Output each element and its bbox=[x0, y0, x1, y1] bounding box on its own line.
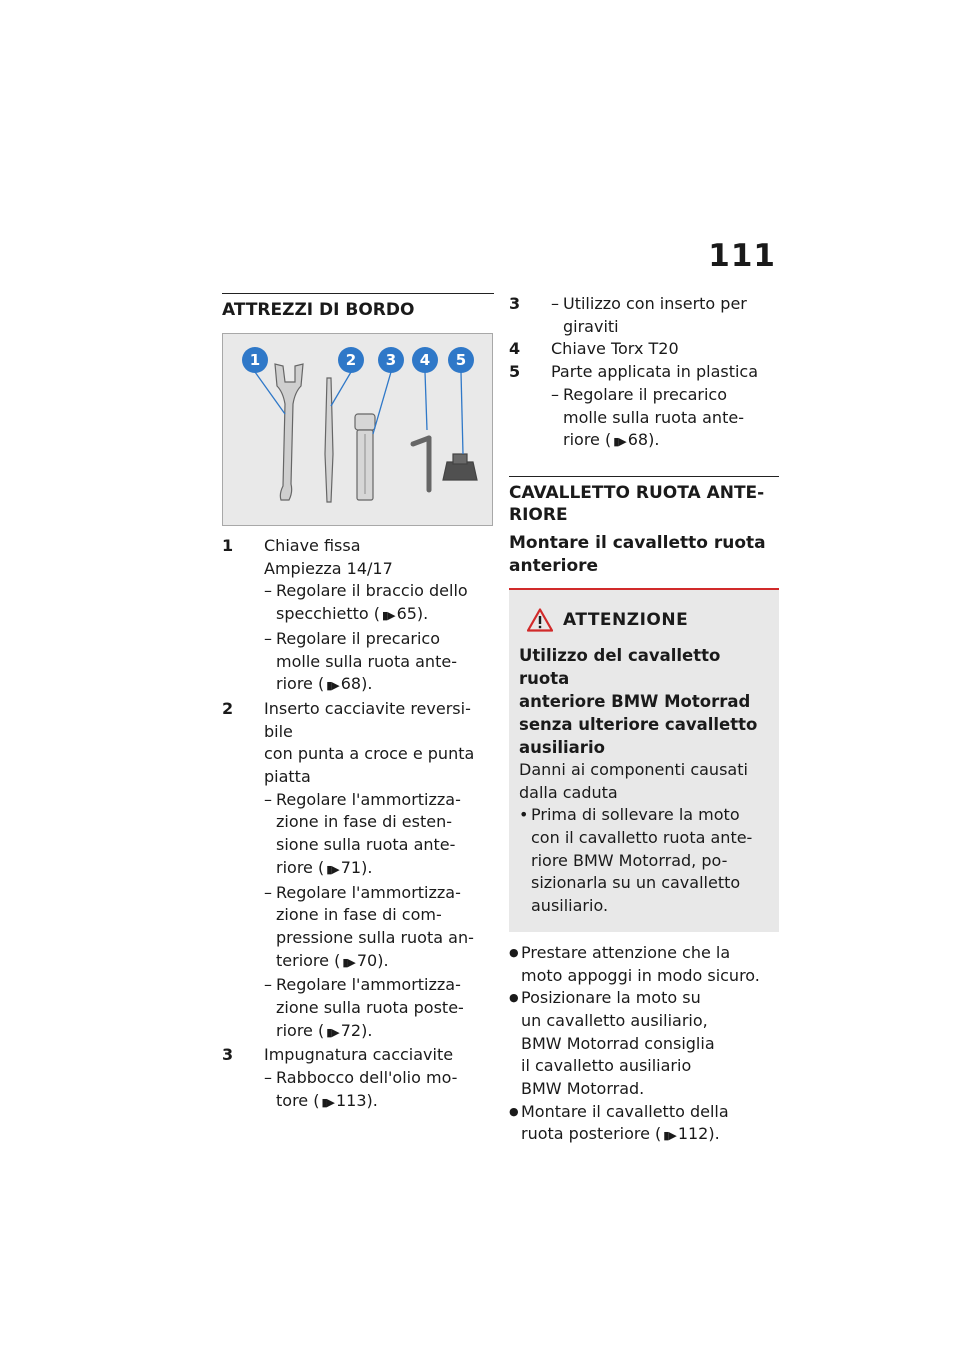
subheading: Montare il cavalletto ruota anteriore bbox=[509, 532, 766, 576]
item-number: 1 bbox=[222, 536, 234, 555]
right-column bbox=[509, 293, 779, 1148]
sub-text: Regolare l'ammortizza- bbox=[276, 882, 461, 902]
sub-text: riore ( ▮▶ 71). bbox=[276, 857, 373, 877]
list-item bbox=[222, 698, 494, 1045]
sub-item: – Regolare il precarico molle sulla ruota ante- riore ( ▮▶ 68). bbox=[264, 628, 494, 698]
sub-text: zione in fase di esten- bbox=[276, 812, 452, 832]
section-rule bbox=[509, 476, 779, 477]
sub-text: giraviti bbox=[563, 316, 619, 336]
sub-text: riore ( ▮▶ 72). bbox=[276, 1020, 373, 1040]
sub-text: riore ( ▮▶ 68). bbox=[276, 674, 373, 694]
page-reference-link[interactable]: ( ▮▶ 68). bbox=[317, 674, 373, 694]
plastic-cap-icon bbox=[443, 454, 477, 480]
section-title: ATTREZZI DI BORDO bbox=[222, 300, 415, 320]
left-column bbox=[222, 293, 494, 1115]
sub-text: Regolare il precarico bbox=[276, 628, 441, 648]
step-item: ● Posizionare la moto su un cavalletto ausiliario, BMW Motorrad consiglia il cavalletto ausiliario BMW Motorrad. bbox=[509, 988, 715, 1099]
callout-label-5: 5 bbox=[455, 351, 467, 369]
item-number: 5 bbox=[509, 362, 521, 382]
sub-item: – Regolare l'ammortizza- zione sulla ruota poste- riore ( ▮▶ 72). bbox=[264, 974, 494, 1044]
warning-text: Danni ai componenti causati dalla caduta bbox=[519, 759, 748, 802]
sub-text: zione in fase di com- bbox=[276, 905, 442, 925]
page-reference-link[interactable]: ( ▮▶ 71). bbox=[317, 857, 373, 877]
sub-text: Rabbocco dell'olio mo- bbox=[276, 1068, 458, 1088]
arrow-right-icon: ▮▶ bbox=[382, 609, 395, 623]
sub-item: – Regolare il braccio dello specchietto ( ▮▶ 65). bbox=[264, 580, 494, 627]
item-text: Chiave Torx T20 bbox=[551, 339, 679, 359]
sub-text: Regolare l'ammortizza- bbox=[276, 789, 461, 809]
tool-list bbox=[222, 535, 494, 1115]
torx-key-icon bbox=[413, 438, 429, 490]
item-number: 3 bbox=[509, 294, 521, 313]
arrow-right-icon: ▮▶ bbox=[613, 435, 626, 449]
warning-bullet: • Prima di sollevare la moto con il cavalletto ruota ante- riore BMW Motorrad, po- sizionarla su un cavalletto ausiliario. bbox=[519, 805, 753, 916]
page-reference-link[interactable]: ( ▮▶ 72). bbox=[317, 1020, 373, 1040]
sub-text: sione sulla ruota ante- bbox=[276, 835, 456, 855]
sub-text: Regolare il braccio dello bbox=[276, 581, 468, 601]
sub-item: – Regolare l'ammortizza- zione in fase di com- pressione sulla ruota an- teriore ( ▮▶ 70). bbox=[264, 882, 494, 975]
page-reference-link[interactable]: ( ▮▶ 70). bbox=[334, 950, 389, 970]
sub-text: tore ( ▮▶ 113). bbox=[276, 1090, 378, 1110]
sub-text: zione sulla ruota poste- bbox=[276, 998, 464, 1018]
callout-label-3: 3 bbox=[385, 351, 397, 369]
sub-item: – Utilizzo con inserto per giraviti bbox=[551, 293, 779, 338]
sub-text: Regolare l'ammortizza- bbox=[276, 975, 461, 995]
arrow-right-icon: ▮▶ bbox=[326, 679, 339, 693]
item-text: Inserto cacciavite reversi- bbox=[264, 698, 471, 718]
arrow-right-icon: ▮▶ bbox=[663, 1129, 676, 1143]
screwdriver-bit-icon bbox=[325, 378, 333, 502]
arrow-right-icon: ▮▶ bbox=[326, 862, 339, 876]
arrow-right-icon: ▮▶ bbox=[342, 955, 355, 969]
arrow-right-icon: ▮▶ bbox=[326, 1025, 339, 1039]
page-number: 111 bbox=[708, 238, 776, 274]
page-reference-link[interactable]: ( ▮▶ 65). bbox=[373, 604, 429, 624]
page-reference-link[interactable]: ( ▮▶ 112). bbox=[655, 1124, 720, 1144]
item-text: Ampiezza 14/17 bbox=[264, 558, 393, 578]
callout-label-4: 4 bbox=[419, 351, 431, 369]
sub-text: Regolare il precarico bbox=[563, 384, 728, 404]
warning-box bbox=[509, 588, 779, 932]
item-number: 2 bbox=[222, 698, 234, 718]
warning-triangle-icon bbox=[527, 608, 553, 632]
list-item bbox=[509, 338, 779, 361]
instruction-steps bbox=[509, 942, 779, 1148]
item-text: Chiave fissa bbox=[264, 536, 361, 555]
list-item bbox=[222, 1044, 494, 1114]
item-number: 4 bbox=[509, 339, 521, 359]
sub-item: – Regolare l'ammortizza- zione in fase di esten- sione sulla ruota ante- riore ( ▮▶ 71). bbox=[264, 789, 494, 882]
warning-heading: Utilizzo del cavalletto ruota anteriore BMW Motorrad senza ulteriore cavalletto ausiliario bbox=[519, 645, 758, 757]
sub-text: specchietto ( ▮▶ 65). bbox=[276, 604, 429, 624]
sub-item: – Rabbocco dell'olio mo- tore ( ▮▶ 113). bbox=[264, 1067, 494, 1114]
sub-text: molle sulla ruota ante- bbox=[276, 651, 457, 671]
section-title: CAVALLETTO RUOTA ANTE- RIORE bbox=[509, 482, 765, 525]
list-item bbox=[509, 293, 779, 338]
open-end-wrench-icon bbox=[275, 364, 303, 500]
list-item bbox=[509, 361, 779, 454]
screwdriver-handle-icon bbox=[355, 414, 375, 500]
item-text: bile bbox=[264, 721, 293, 741]
sub-text: riore ( ▮▶ 68). bbox=[563, 430, 660, 450]
sub-item: – Regolare il precarico molle sulla ruota ante- riore ( ▮▶ 68). bbox=[551, 384, 779, 454]
sub-text: Utilizzo con inserto per bbox=[563, 294, 747, 313]
sub-text: molle sulla ruota ante- bbox=[563, 407, 744, 427]
callout-label-1: 1 bbox=[249, 351, 261, 369]
item-text: Parte applicata in plastica bbox=[551, 362, 759, 382]
arrow-right-icon: ▮▶ bbox=[321, 1095, 334, 1109]
tool-kit-illustration bbox=[223, 334, 494, 527]
callout-label-2: 2 bbox=[345, 351, 357, 369]
list-item bbox=[222, 535, 494, 698]
section-rule bbox=[222, 293, 494, 294]
page-reference-link[interactable]: ( ▮▶ 68). bbox=[604, 430, 660, 450]
item-number: 3 bbox=[222, 1045, 234, 1065]
tool-kit-figure bbox=[222, 333, 493, 526]
tool-list-continued bbox=[509, 293, 779, 454]
warning-title: ATTENZIONE bbox=[563, 609, 689, 630]
page-reference-link[interactable]: ( ▮▶ 113). bbox=[313, 1090, 378, 1110]
item-text: Impugnatura cacciavite bbox=[264, 1045, 454, 1065]
sub-text: pressione sulla ruota an- bbox=[276, 927, 474, 947]
sub-text: teriore ( ▮▶ 70). bbox=[276, 950, 389, 970]
item-text: con punta a croce e punta bbox=[264, 744, 475, 764]
step-item: ● Prestare attenzione che la moto appoggi in modo sicuro. bbox=[509, 942, 760, 985]
item-text: piatta bbox=[264, 767, 311, 787]
step-item: ● Montare il cavalletto della ruota posteriore ( ▮▶ 112). bbox=[509, 1101, 729, 1144]
